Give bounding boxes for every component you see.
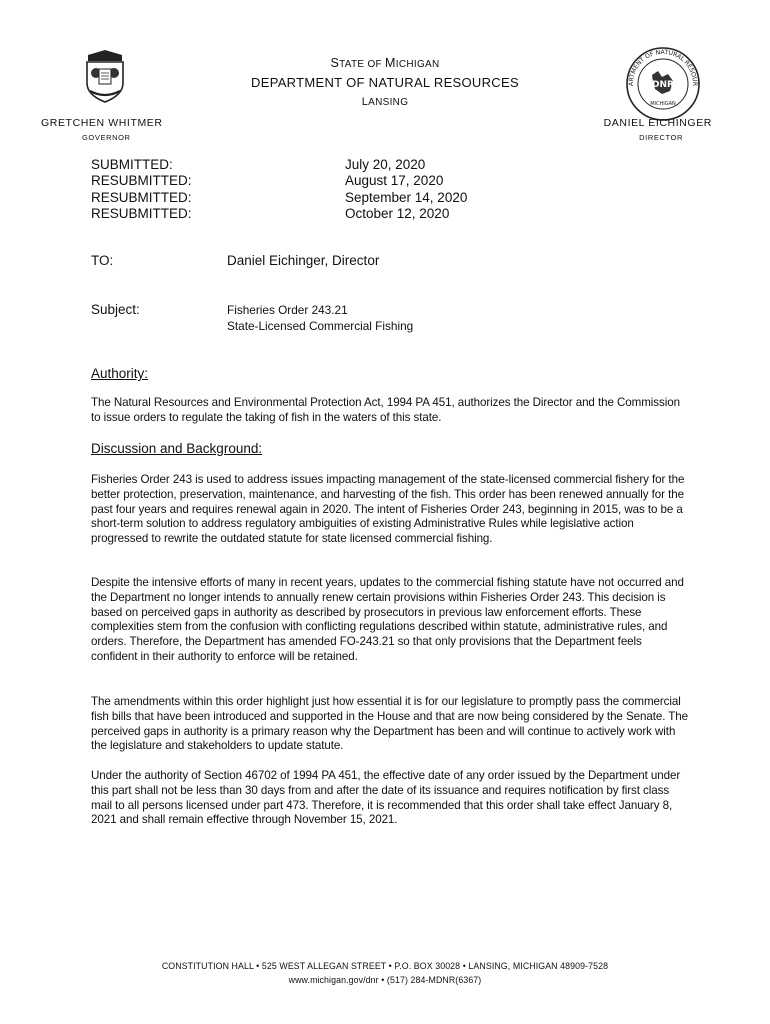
svg-text:DEPARTMENT OF NATURAL RESOURCE: ARTMENT OF NATURAL RESOUR (627, 48, 699, 87)
authority-paragraph: The Natural Resources and Environmental Protection Act, 1994 PA 451, authorizes the Director and the Commission to issue orders to regulate the taking of fish in the waters of this state. (91, 396, 680, 424)
subject-label: Subject: (91, 302, 140, 317)
submission-label: RESUBMITTED: (91, 173, 192, 189)
footer-contact: www.michigan.gov/dnr • (517) 284-MDNR(6367) (288, 975, 482, 985)
subject-value (227, 303, 413, 334)
header-department-name: DEPARTMENT OF NATURAL RESOURCES (251, 75, 519, 90)
submission-labels (91, 157, 192, 222)
submission-date: July 20, 2020 (345, 157, 426, 172)
discussion-paragraph: The amendments within this order highlight just how essential it is for our legislature to promptly pass the commercial fish bills that have been introduced and supported in the House and that are now being considered by the Senate. The perceived gaps in authority is a primary reason why the Department has been and will continue to actively work with the legislature and stakeholders to update statute. (91, 695, 689, 753)
submission-label: RESUBMITTED: (91, 205, 192, 221)
header-state-name: STATE OF MICHIGAN (330, 56, 440, 70)
director-name: DANIEL EICHINGER (603, 117, 712, 129)
governor-title: GOVERNOR (82, 133, 131, 142)
submission-date: August 17, 2020 (345, 173, 444, 189)
to-label: TO: (91, 253, 114, 268)
header-city-name: LANSING (361, 96, 409, 108)
submission-dates (345, 157, 467, 222)
discussion-paragraph: Despite the intensive efforts of many in recent years, updates to the commercial fishing statute have not occurred and the Department no longer intends to annually renew certain provisions within Fisheries Order 243. This decision is based on perceived gaps in authority as described by prosecutors in previous law enforcement efforts. These complexities stem from the confusion with conflicting regulations described within statute, administrative rules, and orders. Therefore, the Department has amended FO-243.21 so that only provisions that the Department feels confident in their authority to enforce will be retained. (91, 576, 684, 663)
director-title: DIRECTOR (639, 133, 683, 142)
dnr-seal-logo (624, 45, 702, 123)
discussion-heading: Discussion and Background: (91, 441, 263, 456)
svg-text:DNR: DNR (652, 80, 674, 90)
submission-date: September 14, 2020 (345, 189, 468, 205)
footer-address: CONSTITUTION HALL • 525 WEST ALLEGAN STREET • P.O. BOX 30028 • LANSING, MICHIGAN 48909-7528 (161, 961, 609, 971)
subject-line: State-Licensed Commercial Fishing (227, 318, 414, 333)
subject-line: Fisheries Order 243.21 (227, 303, 348, 317)
discussion-paragraph: Under the authority of Section 46702 of 1994 PA 451, the effective date of any order issued by the Department under this part shall not be less than 30 days from and after the date of its issuance and requires notification by first class mail to all persons licensed under part 473. Therefore, it is recommended that this order shall take effect January 8, 2021 and shall remain effective through November 15, 2021. (91, 769, 681, 827)
to-recipient: Daniel Eichinger, Director (227, 253, 380, 268)
svg-text:TUEBOR: TUEBOR (96, 62, 114, 68)
submission-date: October 12, 2020 (345, 205, 450, 221)
governor-name: GRETCHEN WHITMER (41, 117, 163, 129)
authority-heading: Authority: (91, 366, 149, 381)
submission-label: RESUBMITTED: (91, 189, 192, 205)
svg-text:MICHIGAN: MICHIGAN (650, 101, 676, 107)
discussion-paragraph: Fisheries Order 243 is used to address issues impacting management of the state-licensed commercial fishery for the better protection, preservation, maintenance, and harvesting of the fish. This order has been renewed annually for the past four years and requires renewal again in 2020. The intent of Fisheries Order 243, beginning in 2015, was to be a short-term solution to address regulatory ambiguities of existing Administrative Rules while legislative action progressed to rewrite the outdated statute for state licensed commercial fishing. (91, 473, 685, 546)
submission-label: SUBMITTED: (91, 157, 173, 172)
